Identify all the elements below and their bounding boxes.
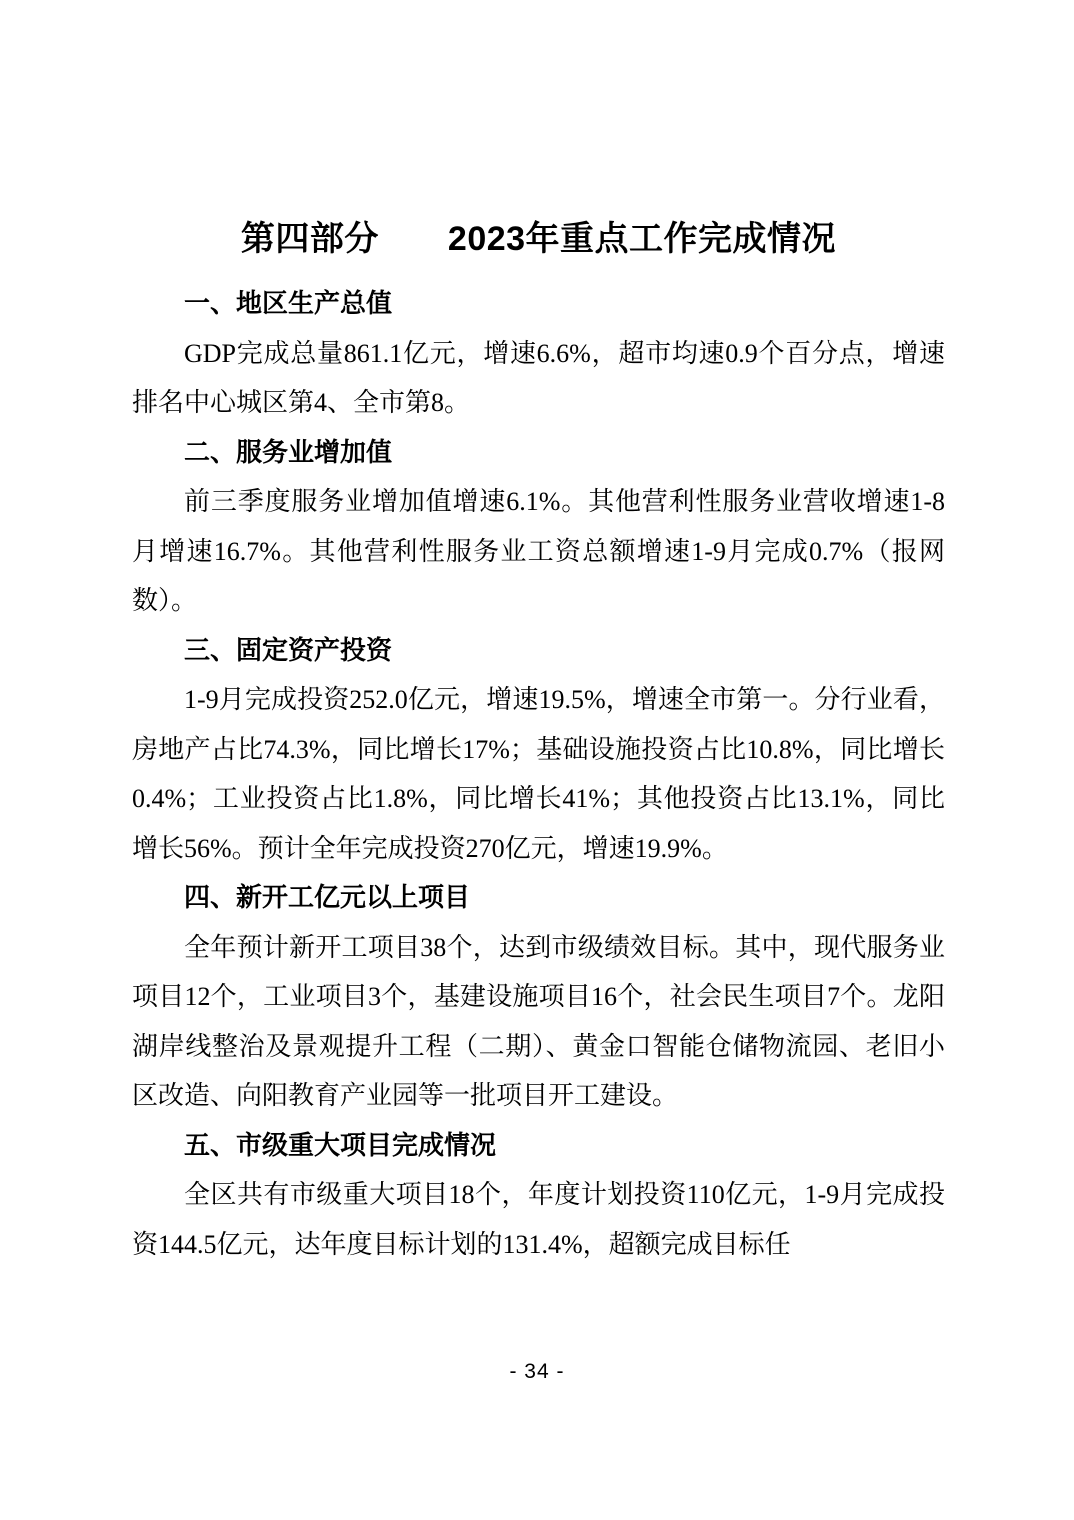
section-paragraph: 前三季度服务业增加值增速6.1%。其他营利性服务业营收增速1-8月增速16.7%。其他营利性服务业工资总额增速1-9月完成0.7%（报网数）。 [132,487,945,615]
section-paragraph: GDP完成总量861.1亿元，增速6.6%，超市均速0.9个百分点，增速排名中心城区第4、全市第8。 [132,338,945,417]
section-new-projects [132,873,945,1121]
section-heading: 四、新开工亿元以上项目 [184,882,471,912]
section-heading: 一、地区生产总值 [184,288,393,318]
section-heading: 五、市级重大项目完成情况 [184,1129,497,1160]
section-heading: 三、固定资产投资 [184,634,393,665]
section-paragraph: 全区共有市级重大项目18个，年度计划投资110亿元，1-9月完成投资144.5亿元，达年度目标计划的131.4%，超额完成目标任 [132,1180,945,1259]
section-heading: 二、服务业增加值 [184,436,393,467]
page-number: - 34 - [509,1360,565,1383]
document-content [132,213,945,1269]
section-gdp [132,279,945,428]
section-fixed-asset-investment [132,626,945,874]
section-services [132,428,945,626]
section-paragraph: 全年预计新开工项目38个，达到市级绩效目标。其中，现代服务业项目12个，工业项目3个，基建设施项目16个，社会民生项目7个。龙阳湖岸线整治及景观提升工程（二期）、黄金口智能仓储物流园、老旧小区改造、向阳教育产业园等一批项目开工建设。 [132,932,945,1110]
section-paragraph: 1-9月完成投资252.0亿元，增速19.5%，增速全市第一。分行业看，房地产占比74.3%，同比增长17%；基础设施投资占比10.8%，同比增长0.4%；工业投资占比1.8%，同比增长41%；其他投资占比13.1%，同比增长56%。预计全年完成投资270亿元，增速19.9%。 [132,685,945,863]
page-title: 第四部分 2023年重点工作完成情况 [240,220,837,258]
section-major-projects [132,1121,945,1270]
